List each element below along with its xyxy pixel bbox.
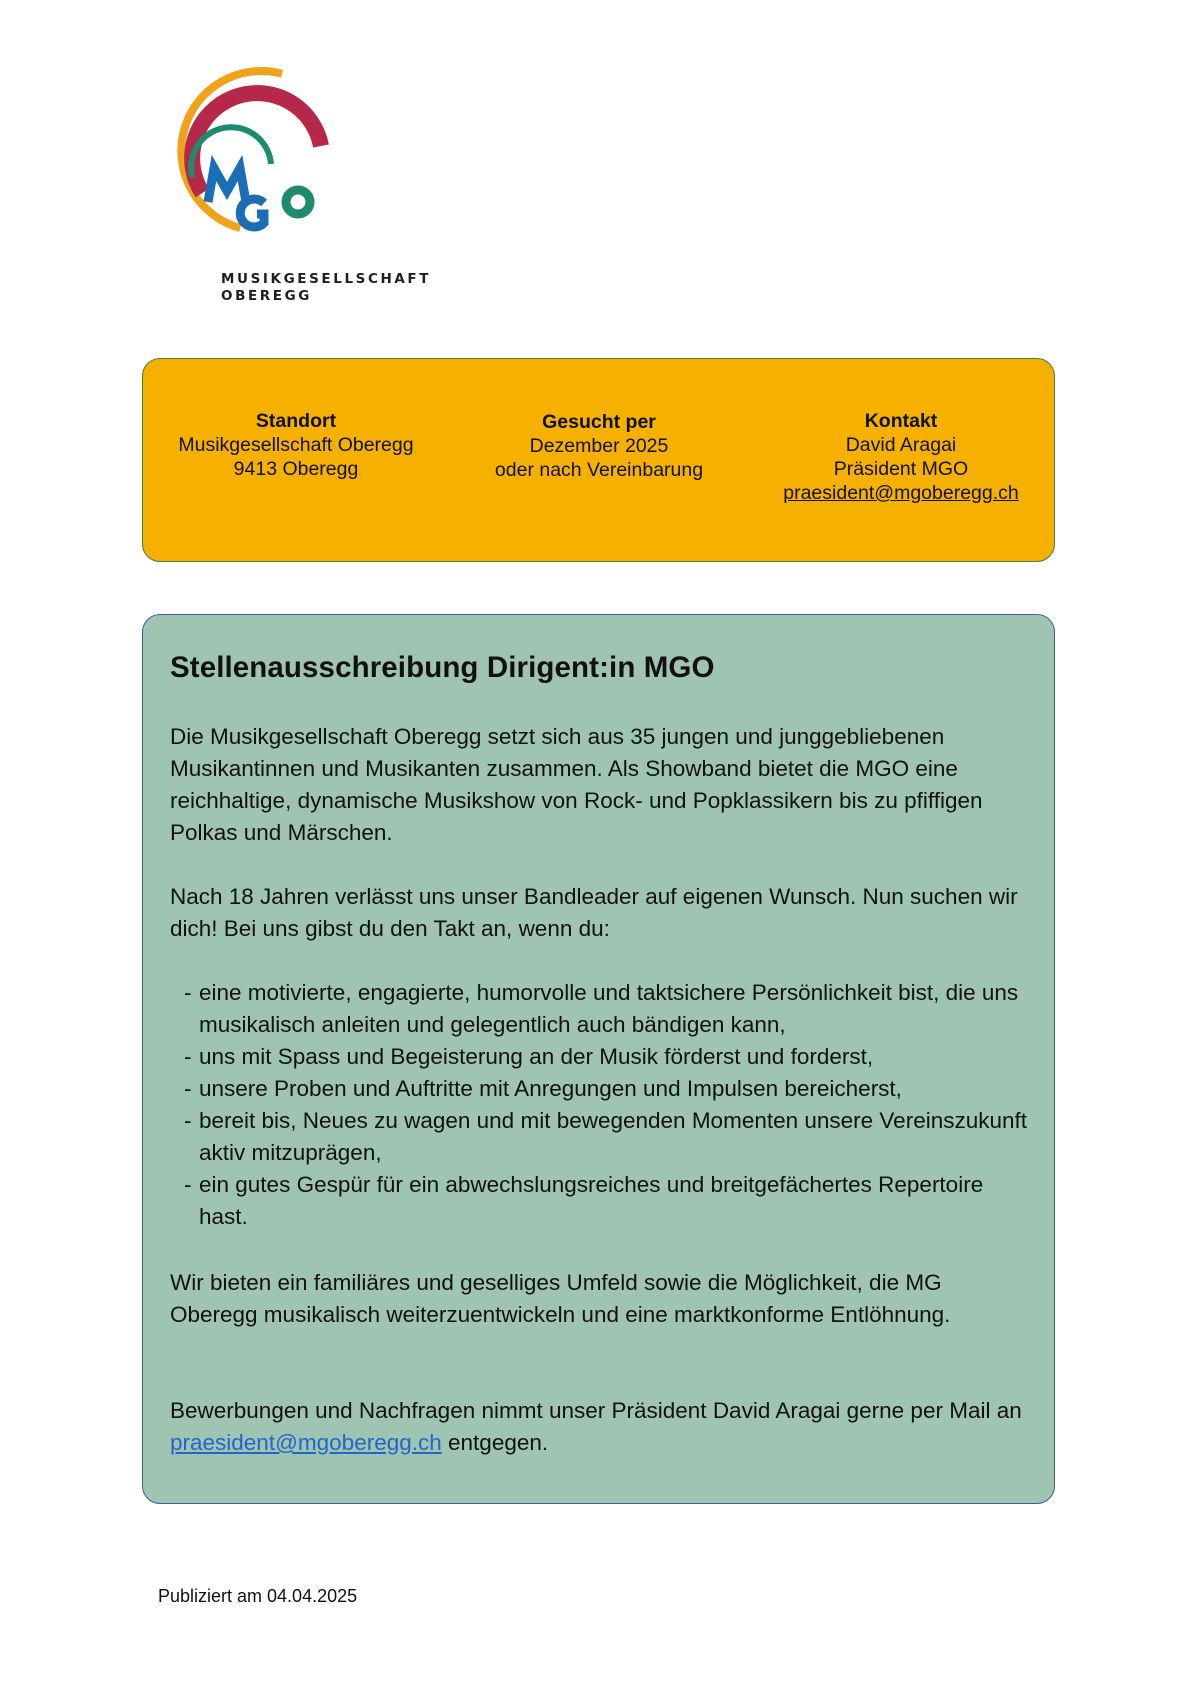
mgo-logo-mark: [140, 66, 440, 266]
wanted-line1: Dezember 2025: [529, 435, 669, 457]
bullet-text: eine motivierte, engagierte, humorvolle und taktsichere Persönlichkeit bist, die uns musikalisch anleiten und gelegentlich auch bändigen kann,: [199, 980, 1019, 1037]
bullet-text: bereit bis, Neues zu wagen und mit bewegenden Momenten unsere Vereinszukunft aktiv mitzuprägen,: [199, 1108, 1028, 1165]
logo-name-line2: OBEREGG: [221, 288, 312, 304]
list-item: [184, 977, 1034, 1041]
list-item: [184, 1041, 1034, 1073]
contact-heading: Kontakt: [864, 410, 938, 432]
published-date: Publiziert am 04.04.2025: [158, 1586, 358, 1606]
wanted-heading: Gesucht per: [542, 411, 656, 433]
requirements-list: [184, 977, 1034, 1233]
bullet-text: uns mit Spass und Begeisterung an der Musik förderst und forderst,: [199, 1044, 874, 1069]
bullet-text: unsere Proben und Auftritte mit Anregungen und Impulsen bereicherst,: [199, 1076, 902, 1101]
location-heading: Standort: [255, 410, 337, 432]
mgo-logo: [140, 66, 440, 311]
bullet-dash: -: [184, 980, 192, 1005]
location-line2: 9413 Oberegg: [233, 458, 359, 480]
list-item: [184, 1169, 1034, 1233]
contact-email-link[interactable]: praesident@mgoberegg.ch: [783, 482, 1019, 504]
logo-name-line1: MUSIKGESELLSCHAFT: [221, 271, 432, 287]
job-posting-box: [142, 614, 1055, 1504]
contact-role: Präsident MGO: [833, 458, 969, 480]
bullet-dash: -: [184, 1044, 192, 1069]
apply-text-end: entgegen.: [448, 1430, 549, 1455]
wanted-line2: oder nach Vereinbarung: [494, 459, 704, 481]
list-item: [184, 1105, 1034, 1169]
info-box: [142, 358, 1055, 562]
list-item: [184, 1073, 1034, 1105]
bullet-text: ein gutes Gespür für ein abwechslungsreiches und breitgefächertes Repertoire hast.: [199, 1172, 984, 1229]
wanted-block: [449, 410, 749, 482]
logo-society-name: [221, 271, 431, 305]
contact-block: [749, 409, 1053, 505]
intro-paragraph: Die Musikgesellschaft Oberegg setzt sich aus 35 jungen und junggebliebenen Musikantinnen und Musikanten zusammen. Als Showband bietet die MGO eine reichhaltige, dynamische Musikshow von Rock- und Popklassikern bis zu pfiffigen Polkas und Märschen.: [170, 724, 983, 845]
offer-paragraph: Wir bieten ein familiäres und geselliges Umfeld sowie die Möglichkeit, die MG Oberegg musikalisch weiterzuentwickeln und eine marktkonforme Entlöhnung.: [170, 1270, 951, 1327]
bullet-dash: -: [184, 1108, 192, 1133]
apply-text: Bewerbungen und Nachfragen nimmt unser Präsident David Aragai gerne per Mail an: [170, 1398, 1022, 1423]
bullet-dash: -: [184, 1172, 192, 1197]
apply-email-link[interactable]: praesident@mgoberegg.ch: [170, 1430, 442, 1455]
location-block: [143, 409, 449, 481]
location-line1: Musikgesellschaft Oberegg: [178, 434, 414, 456]
posting-title: Stellenausschreibung Dirigent:in MGO: [170, 651, 715, 684]
search-paragraph: Nach 18 Jahren verlässt uns unser Bandleader auf eigenen Wunsch. Nun suchen wir dich! Bei uns gibst du den Takt an, wenn du:: [170, 884, 1018, 941]
apply-paragraph: [170, 1395, 1030, 1459]
contact-name: David Aragai: [845, 434, 957, 456]
bullet-dash: -: [184, 1076, 192, 1101]
